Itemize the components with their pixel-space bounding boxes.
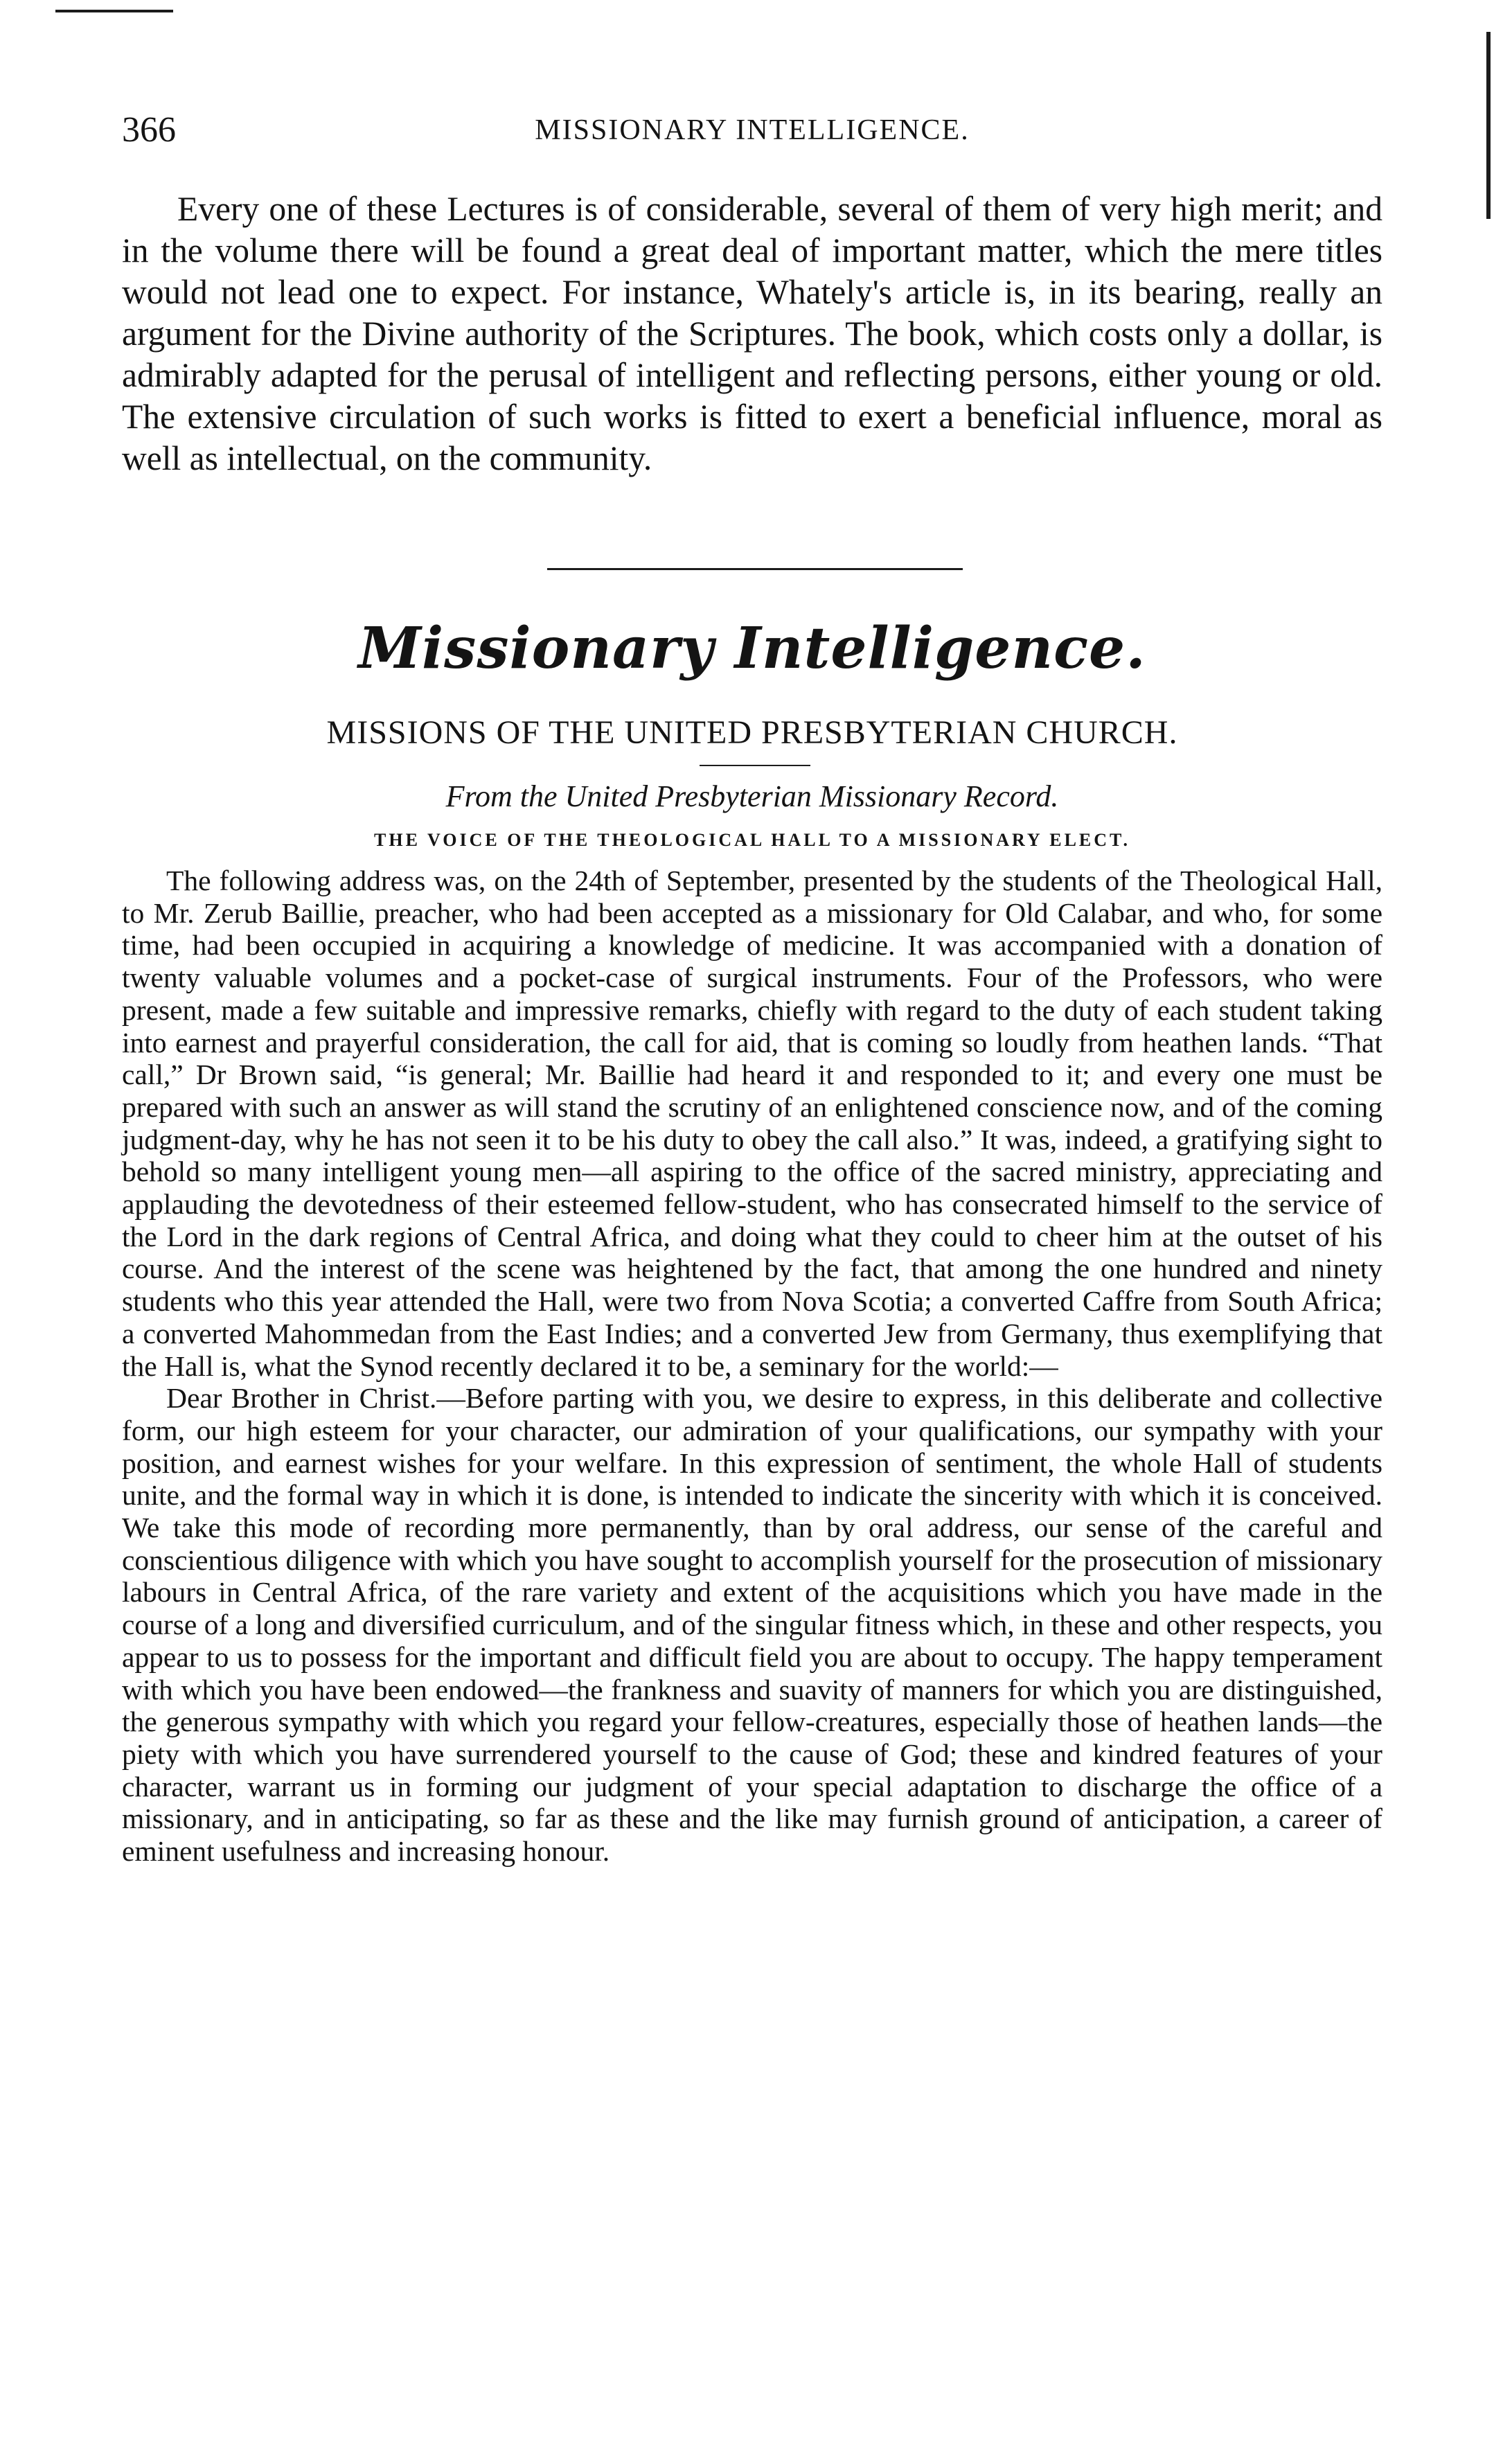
body-paragraph-address: Dear Brother in Christ.—Before parting with you, we desire to express, in this deliberate and collective form, our high esteem for your character, our admiration of your qualifications, our sympathy with your position, and earnest wishes for your welfare. In this expression of sentiment, the whole Hall of students unite, and the formal way in which it is done, is intended to indicate the sincerity with which it is conceived. We take this mode of recording more permanently, than by oral address, our sense of the careful and conscientious diligence with which you have sought to accomplish yourself for the prosecution of missionary labours in Central Africa, of the rare variety and extent of the acquisitions which you have made in the course of a long and diversified curriculum, and of the singular fitness which, in these and other respects, you appear to us to possess for the important and difficult field you are about to occupy. The happy temperament with which you have been endowed—the frankness and suavity of manners for which you are distinguished, the generous sympathy with which you regard your fellow-creatures, especially those of heathen lands—the piety with which you have surrendered yourself to the cause of God; these and kindred features of your character, warrant us in forming our judgment of your special adaptation to discharge the office of a missionary, and in anticipating, so far as these and the like may furnish ground of anticipation, a career of eminent usefulness and increasing honour. xyxy=(122,1382,1382,1868)
running-title: MISSIONARY INTELLIGENCE. xyxy=(535,114,970,146)
article-heading: THE VOICE OF THE THEOLOGICAL HALL TO A MISSIONARY ELECT. xyxy=(374,830,1130,850)
running-head xyxy=(122,109,1382,151)
section-subheading: MISSIONS OF THE UNITED PRESBYTERIAN CHURCH. xyxy=(326,714,1178,751)
source-line: From the United Presbyterian Missionary Record. xyxy=(445,779,1059,813)
page-number: 366 xyxy=(122,110,176,150)
top-edge-rule xyxy=(55,10,173,12)
page-edge-mark xyxy=(1486,32,1491,219)
section-title: Missionary Intelligence. xyxy=(358,615,1146,682)
article-body xyxy=(122,865,1382,1868)
section-divider xyxy=(547,568,963,570)
lead-paragraph: Every one of these Lectures is of considerable, several of them of very high merit; and in the volume there will be found a great deal of important matter, which the mere titles would not lead one to expect. For instance, Whately's article is, in its bearing, really an argument for the Divine authority of the Scriptures. The book, which costs only a dollar, is admirably adapted for the perusal of intelligent and reflecting persons, either young or old. The extensive circulation of such works is fitted to exert a beneficial influence, moral as well as intellectual, on the community. xyxy=(122,190,1382,477)
subheading-rule xyxy=(700,765,810,766)
body-paragraph-intro: The following address was, on the 24th of September, presented by the students of the Theological Hall, to Mr. Zerub Baillie, preacher, who had been accepted as a missionary for Old Calabar, and who, for some time, had been occupied in acquiring a knowledge of medicine. It was accompanied with a donation of twenty valuable volumes and a pocket-case of surgical instruments. Four of the Professors, who were present, made a few suitable and impressive remarks, chiefly with regard to the duty of each student taking into earnest and prayerful consideration, the call for aid, that is coming so loudly from heathen lands. “That call,” Dr Brown said, “is general; Mr. Baillie had heard it and responded to it; and every one must be prepared with such an answer as will stand the scrutiny of an enlightened conscience now, and of the coming judgment-day, why he has not seen it to be his duty to obey the call also.” It was, indeed, a gratifying sight to behold so many intelligent young men—all aspiring to the office of the sacred ministry, appreciating and applauding the devotedness of their esteemed fellow-student, who has consecrated himself to the service of the Lord in the dark regions of Central Africa, and doing what they could to cheer him at the outset of his course. And the interest of the scene was heightened by the fact, that among the one hundred and ninety students who this year attended the Hall, were two from Nova Scotia; a converted Caffre from South Africa; a converted Mahommedan from the East Indies; and a converted Jew from Germany, thus exemplifying that the Hall is, what the Synod recently declared it to be, a seminary for the world:— xyxy=(122,865,1382,1382)
